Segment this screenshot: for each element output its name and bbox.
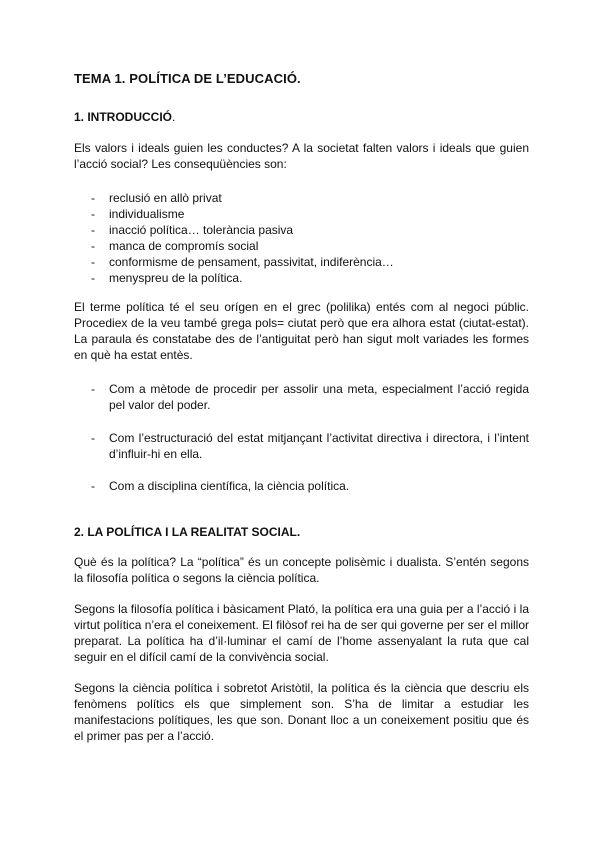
dash-marker: -	[91, 382, 95, 396]
meaning-item-text: Com l’estructuració del estat mitjançant l’activitat directiva i directora, i l’intent d’influir-hi en ella.	[109, 431, 529, 461]
list-item: - conformisme de pensament, passivitat, indiferència…	[91, 254, 394, 270]
meaning-item-method	[91, 381, 529, 413]
document-title: TEMA 1. POLÍTICA DE L’EDUCACIÓ.	[74, 71, 301, 86]
meaning-item-text: Com a disciplina científica, la ciència política.	[109, 479, 350, 493]
list-item: - inacció política… tolerància pasiva	[91, 222, 394, 238]
list-item: - menyspreu de la política.	[91, 270, 394, 286]
term-origin-paragraph: El terme política té el seu orígen en el grec (polilika) entés com al negoci públic. Procediex de la veu també grega pols= ciutat però que era alhora estat (ciutat-estat). La paraula és constatabe des de l’antiguitat però han sigut molt variades les formes en què ha estat entès.	[74, 300, 529, 362]
meaning-item-discipline	[91, 478, 529, 494]
meaning-item-structure	[91, 430, 529, 462]
science-paragraph: Segons la ciència política i sobretot Aristòtil, la política és la ciència que descriu els fenòmens polítics els que simplement son. S’ha de limitar a estudiar les manifestacions polítiques, les que son. Donant lloc a un coneixement positiu que és el primer pas per a l’acció.	[74, 681, 529, 743]
list-item: - individualisme	[91, 206, 394, 222]
meaning-item-text: Com a mètode de procedir per assolir una meta, especialment l’acció regida pel valor del poder.	[109, 382, 529, 412]
section-1-heading-suffix: .	[172, 110, 176, 124]
list-item: - reclusió en allò privat	[91, 190, 394, 206]
section-2-heading: 2. LA POLÍTICA I LA REALITAT SOCIAL.	[74, 525, 301, 539]
intro-paragraph: Els valors i ideals guien les conductes? A la societat falten valors i ideals que guien l’acció social? Les consequüències son:	[74, 141, 529, 171]
dash-marker: -	[91, 431, 95, 445]
definition-paragraph: Què és la política? La “política” és un concepte polisèmic i dualista. S’entén segons la filosofía política o segons la ciència política.	[74, 555, 529, 585]
section-1-heading-text: 1. INTRODUCCIÓ	[74, 110, 173, 124]
consequences-list	[91, 190, 394, 286]
dash-marker: -	[91, 479, 95, 493]
list-item: - manca de compromís social	[91, 238, 394, 254]
philosophy-paragraph: Segons la filosofía política i bàsicament Plató, la política era una guia per a l’acció i la virtut política n’era el coneixement. El filòsof rei ha de ser qui governe per ser el millor preparat. La política ha d’il·luminar el camí de l’home assenyalant la ruta que cal seguir en el difícil camí de la convivència social.	[74, 602, 529, 664]
section-1-heading	[74, 110, 175, 124]
